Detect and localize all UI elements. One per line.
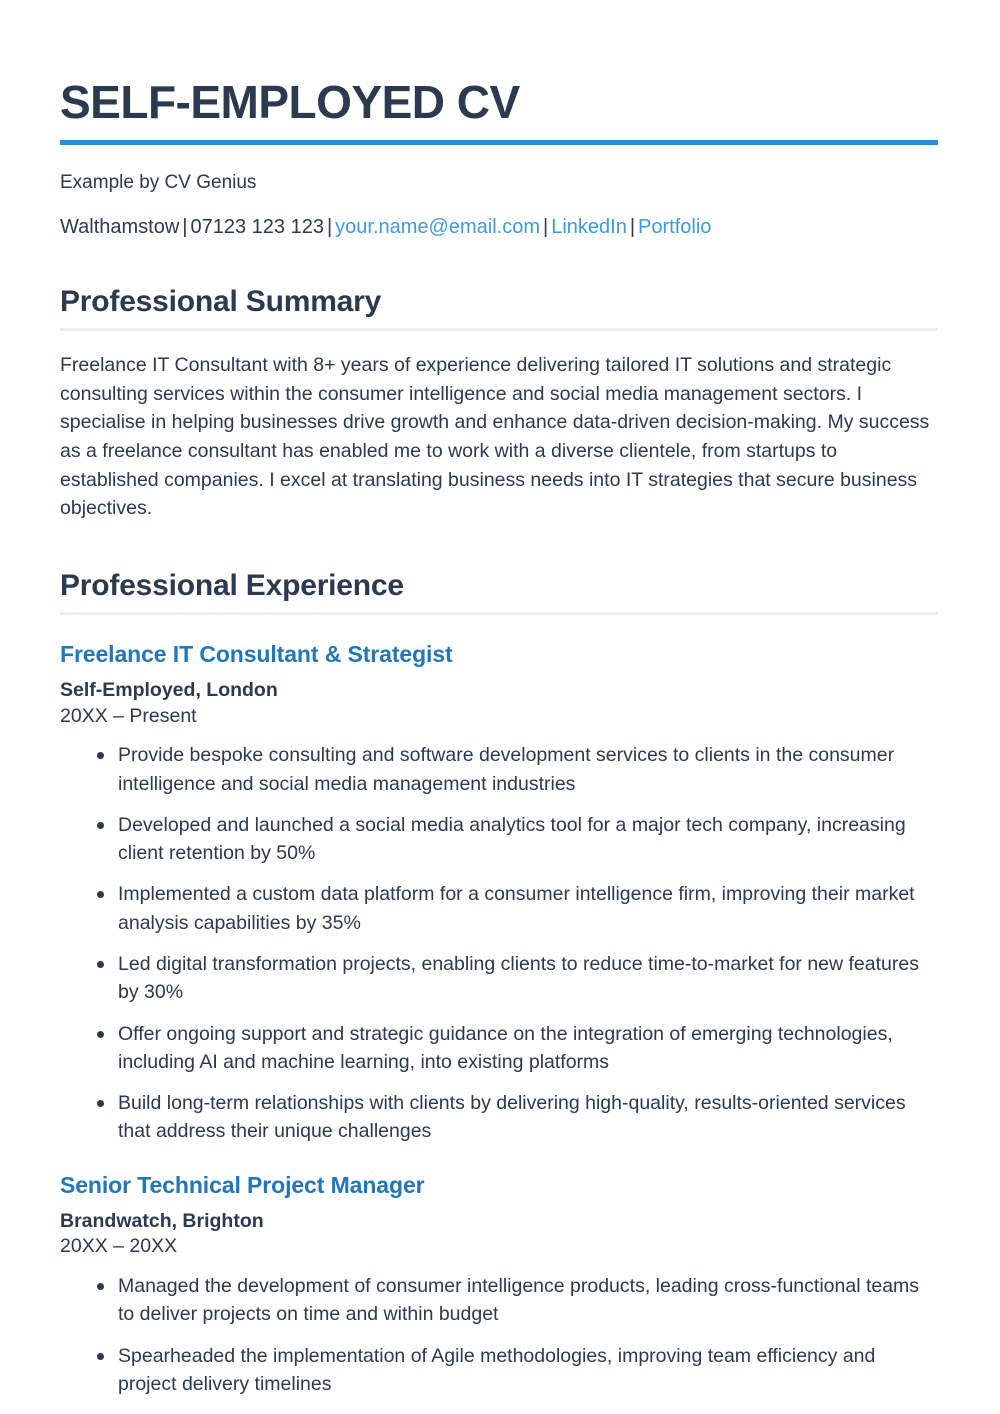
list-item: Spearheaded the implementation of Agile methodologies, improving team efficiency and project delivery timelines — [60, 1342, 938, 1399]
contact-line — [60, 214, 938, 241]
contact-location: Walthamstow — [60, 215, 180, 238]
list-item: Implemented a custom data platform for a consumer intelligence firm, improving their market analysis capabilities by 35% — [60, 880, 938, 937]
contact-separator: | — [182, 215, 188, 238]
contact-separator: | — [543, 215, 549, 238]
portfolio-link[interactable]: Portfolio — [638, 215, 712, 238]
email-link[interactable]: your.name@email.com — [335, 215, 540, 238]
linkedin-link[interactable]: LinkedIn — [551, 215, 627, 238]
section-heading-experience: Professional Experience — [60, 568, 404, 602]
byline: Example by CV Genius — [60, 172, 257, 194]
section-professional-summary — [60, 285, 938, 523]
list-item: Provide bespoke consulting and software development services to clients in the consumer intelligence and social media management industries — [60, 741, 938, 798]
section-professional-experience — [60, 569, 938, 1398]
job-title: Freelance IT Consultant & Strategist — [60, 640, 453, 667]
section-divider — [60, 328, 938, 331]
job-dates: 20XX – Present — [60, 704, 197, 727]
job-bullet-list — [60, 741, 938, 1145]
job-company: Self-Employed, London — [60, 678, 278, 701]
job-entry — [60, 1172, 938, 1399]
list-item: Managed the development of consumer intelligence products, leading cross-functional teams to deliver projects on time and within budget — [60, 1272, 938, 1329]
list-item: Offer ongoing support and strategic guidance on the integration of emerging technologies, including AI and machine learning, into existing platforms — [60, 1020, 938, 1077]
job-bullet-list — [60, 1272, 938, 1398]
list-item: Developed and launched a social media analytics tool for a major tech company, increasing client retention by 50% — [60, 811, 938, 868]
job-dates: 20XX – 20XX — [60, 1235, 178, 1258]
job-company: Brandwatch, Brighton — [60, 1209, 264, 1232]
page-title: SELF-EMPLOYED CV — [60, 76, 520, 128]
contact-phone: 07123 123 123 — [190, 215, 324, 238]
summary-paragraph: Freelance IT Consultant with 8+ years of experience delivering tailored IT solutions and strategic consulting services within the consumer intelligence and social media management sectors. I specialise in helping businesses drive growth and enhance data-driven decision-making. My success as a freelance consultant has enabled me to work with a diverse clientele, from startups to established companies. I excel at translating business needs into IT strategies that secure business objectives. — [60, 353, 930, 520]
contact-separator: | — [326, 215, 333, 238]
list-item: Led digital transformation projects, enabling clients to reduce time-to-market for new features by 30% — [60, 950, 938, 1007]
job-title: Senior Technical Project Manager — [60, 1171, 425, 1198]
section-divider — [60, 612, 938, 615]
job-entry — [60, 641, 938, 1146]
list-item: Build long-term relationships with clients by delivering high-quality, results-oriented services that address their unique challenges — [60, 1089, 938, 1146]
section-heading-summary: Professional Summary — [60, 284, 382, 318]
title-accent-rule — [60, 140, 938, 145]
contact-separator: | — [629, 215, 636, 238]
